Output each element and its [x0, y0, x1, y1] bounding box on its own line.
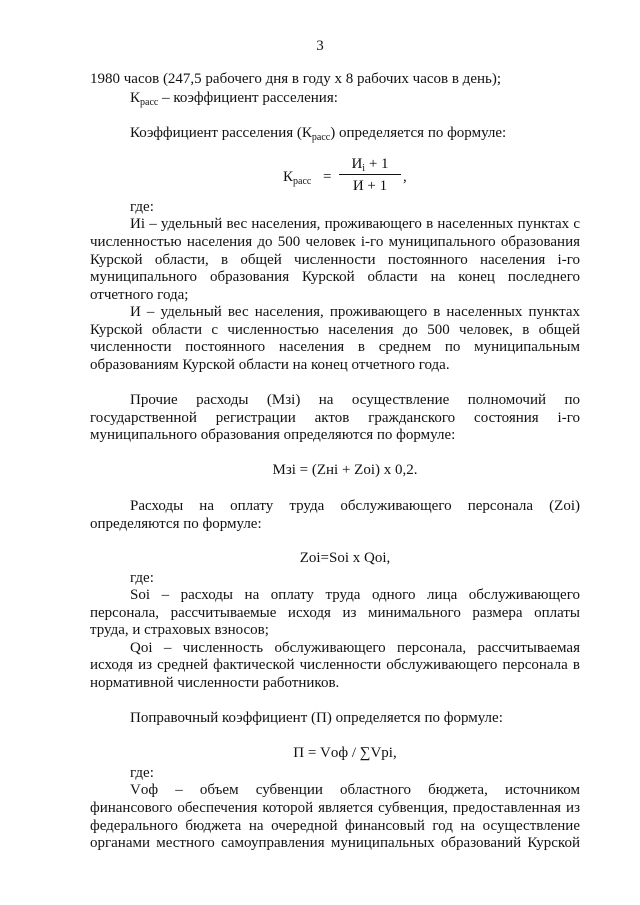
- formula-fraction: [339, 154, 401, 195]
- page-number: 3: [316, 38, 324, 54]
- text-line: Расходы на оплату труда обслуживающего персонала (Zoi): [130, 498, 580, 514]
- text-fragment: ) определяется по формуле:: [330, 125, 507, 141]
- text-line: образованиям Курской области на конец отчетного года.: [90, 357, 450, 373]
- text-line: исходя из средней фактической численности обслуживающего персонала в: [90, 657, 580, 673]
- formula-p: П = Vоф / ∑Vpi,: [293, 745, 397, 761]
- text-line: определяются по формуле:: [90, 516, 262, 532]
- subscript: расс: [311, 132, 331, 143]
- formula-mzi: Мзi = (Zнi + Zoi) x 0,2.: [272, 462, 418, 478]
- text-line: Иi – удельный вес населения, проживающего в населенных пунктах с: [130, 216, 580, 232]
- text-line: отчетного года;: [90, 287, 189, 303]
- where-label: где:: [130, 570, 154, 586]
- text-line: [130, 124, 580, 142]
- text-line: федерального бюджета на очередной финансовый год на осуществление: [90, 818, 580, 834]
- text-line: 1980 часов (247,5 рабочего дня в году x 8 рабочих часов в день);: [90, 71, 502, 87]
- formula-lhs: $К_{расс}$: [283, 169, 312, 187]
- symbol: К: [130, 90, 141, 106]
- formula-numerator: $И_i + 1$: [351, 156, 389, 174]
- text-fragment: Коэффициент расселения (К: [130, 125, 312, 141]
- text-line: численности постоянного населения в среднем по муниципальным: [90, 339, 580, 355]
- text-line: численностью населения до 500 человек i-го муниципального образования: [90, 234, 580, 250]
- subscript: расс: [140, 97, 159, 108]
- text-line: государственной регистрации актов гражданского состояния i-го: [90, 410, 580, 426]
- text-line: муниципального образования Курской области на конец последнего: [90, 269, 580, 285]
- text-line: органами местного самоуправления муниципальных образований Курской: [90, 835, 580, 851]
- text-line: Курской области с численностью населения до 500 человек, в общей: [90, 322, 580, 338]
- text-line: Прочие расходы (Мзi) на осуществление полномочий по: [130, 392, 580, 408]
- formula-zoi: Zoi=Soi x Qoi,: [299, 550, 391, 566]
- text-line: нормативной численности работников.: [90, 675, 340, 691]
- text-line: Vоф – объем субвенции областного бюджета, источником: [130, 782, 580, 798]
- text-line: труда, и страховых взносов;: [90, 622, 269, 638]
- where-label: где:: [130, 765, 154, 781]
- text-fragment: – коэффициент расселения:: [158, 90, 338, 106]
- text-line: муниципального образования определяются по формуле:: [90, 427, 456, 443]
- text-line: Курской области, в общей численности постоянного населения i-го: [90, 252, 580, 268]
- formula-comma: ,: [403, 169, 407, 185]
- text-line: Qoi – численность обслуживающего персонала, рассчитываемая: [130, 640, 580, 656]
- text-line: И – удельный вес населения, проживающего в населенных пунктах: [130, 304, 580, 320]
- where-label: где:: [130, 199, 154, 215]
- text-line: [130, 89, 580, 107]
- text-line: персонала, рассчитываемые исходя из минимального размера оплаты: [90, 605, 580, 621]
- formula-equals: =: [323, 169, 332, 185]
- formula-denominator: И + 1: [352, 178, 388, 194]
- text-line: Поправочный коэффициент (П) определяется по формуле:: [130, 710, 503, 726]
- text-line: финансового обеспечения которой является субвенция, предоставленная из: [90, 800, 580, 816]
- text-line: Soi – расходы на оплату труда одного лица обслуживающего: [130, 587, 580, 603]
